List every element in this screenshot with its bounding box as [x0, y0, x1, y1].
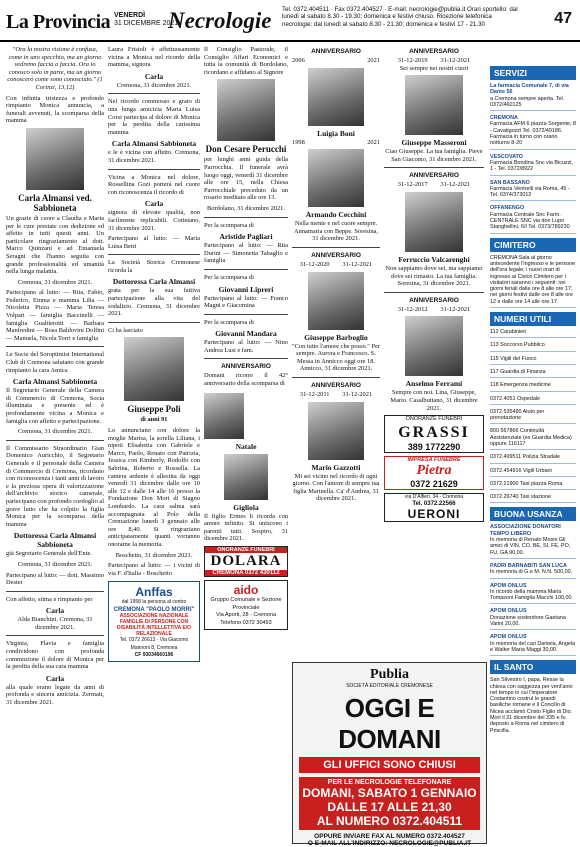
portrait-photo	[217, 79, 275, 141]
block-title: SAN BASSANO	[490, 179, 530, 186]
portrait-photo	[26, 128, 84, 190]
condolence-list: Partecipano al lutto: — Rita Durini — Simonetta Tabaglio e famiglia	[204, 242, 288, 265]
divider	[108, 93, 200, 94]
divider	[292, 377, 380, 378]
deceased-name: Carla Almansi Sabbioneta	[12, 377, 98, 387]
block-title: ASSOCIAZIONE DONATORI TEMPO LIBERO	[490, 524, 561, 537]
place-date: Cremona, 31 dicembre 2021.	[17, 560, 93, 568]
ad-email: O E-MAIL ALL'INDIRIZZO: NECROLOGIE@PUBLIA.IT	[307, 840, 472, 847]
column-2	[108, 46, 200, 662]
ad-line: Gruppo Comunale e Sezione Provinciale	[210, 597, 282, 611]
sidebar-title: BUONA USANZA	[490, 507, 576, 521]
deceased-name: Giuseppe Masseroni	[401, 138, 467, 148]
services-sidebar	[490, 66, 576, 734]
notice-text: grata per la sua fattiva partecipazione alla vita del sodalizio. Cremona, 31 dicembre 2021.	[108, 287, 200, 318]
anniversary-dates: 31-12-2012 31-12-2021	[397, 305, 471, 313]
notice-text: Per la scomparsa di	[204, 318, 254, 326]
useful-number: 0372.26740 Taxi stazione	[490, 494, 576, 503]
notice-text: Ciao Giuseppe. La tua famiglia. Pieve San Giacomo, 31 dicembre 2021.	[385, 148, 483, 163]
useful-number: 113 Soccorso Pubblico	[490, 342, 576, 351]
contact-info: Tel. 0372.404511 · Fax 0372.404527 · E-mail: necrologie@publia.it Orari sportello: dal lunedì al sabato 8.30 - 19.30; domenica e festivi chiuso. Ricezione telefonica necrologie: dal lunedì al sabato 8.30 - 21.30; domenica e festivi 17 - 21.30	[282, 6, 518, 28]
notice-text: Non sappiamo dove sei, ma sappiamo dove sei rimasto. La tua famiglia. Soresina, 31 dicembre 2021.	[385, 264, 483, 288]
place-date: Alda Bianchini. Cremona, 31 dicembre 2021.	[17, 616, 93, 631]
block-text: In memoria di Renato Mosni Gli amici di VIN, CO, BE, SI, FE, PO, FU, GA 90,00.	[490, 537, 571, 556]
office-closed-advertisement[interactable]	[292, 662, 487, 847]
ad-description: ASSOCIAZIONE NAZIONALE FAMIGLIE DI PERSONE CON DISABILITÀ INTELLETTIVA E/O RELAZIONALE	[116, 612, 192, 637]
notice-text: Nella mente e nel cuore sempre. Annamaria con Beppe. Soresina, 31 dicembre 2021.	[294, 220, 378, 243]
anniversary-heading: ANNIVERSARIO	[409, 48, 459, 55]
portrait-photo	[308, 272, 364, 330]
deceased-name: Aristide Pagliari	[219, 232, 273, 242]
portrait-photo	[405, 75, 463, 135]
notice-text: Sempre con noi. Lina, Giuseppe, Mario. Casalbuttano, 31 dicembre 2021.	[390, 389, 478, 412]
notice-text: Vicina a Monica nel dolore, Rossellina Gozi porterà nel cuore con riconoscenza il ricordo di	[108, 173, 200, 196]
sidebar-title: IL SANTO	[490, 660, 576, 674]
anniversary-years	[292, 57, 380, 65]
ad-heading: ONORANZE FUNEBRI	[205, 547, 287, 553]
sidebar-title: CIMITERO	[490, 238, 576, 252]
portrait-photo	[308, 402, 364, 460]
ad-tagline: dal 1958 la persona al centro	[121, 599, 187, 606]
ad-brand: DOLARA	[210, 553, 282, 570]
ad-brand: GRASSI	[398, 423, 470, 441]
deceased-name: Carla	[45, 673, 65, 683]
useful-number: 0372.499511 Polizia Stradale	[490, 454, 576, 463]
block-title: La farmacia Comunale 7, di via Dante 56	[490, 83, 569, 96]
notice-text: Mi sei vicino nel ricordo di ogni giorno. Con l'amore di sempre tua figlia Marinella. Ca' d'Andrea, 31 dicembre 2021.	[292, 472, 380, 503]
place-date: Cremona, 31 dicembre 2021.	[116, 81, 192, 89]
deceased-name: Carla	[144, 199, 164, 209]
sidebar-title: NUMERI UTILI	[490, 312, 576, 326]
ad-address: Via Aporti, 28 - Cremona	[215, 612, 277, 619]
year-end: 2021	[367, 57, 380, 64]
anniversary-heading: ANNIVERSARIO	[409, 296, 459, 304]
divider	[204, 314, 288, 315]
anniversary-years	[292, 139, 380, 147]
block-title: APOM ONLUS	[490, 582, 527, 589]
grassi-advertisement[interactable]	[384, 415, 484, 453]
divider	[6, 635, 104, 636]
sidebar-block	[490, 154, 576, 176]
section-title: Necrologie	[168, 8, 272, 33]
ad-phone-box	[299, 777, 480, 830]
divider	[108, 254, 200, 255]
useful-number: 117 Guardia di Finanza	[490, 369, 576, 378]
deceased-name: Giovanni Mandara	[215, 329, 277, 339]
deceased-name: Carla	[144, 71, 164, 81]
photo-pair	[204, 391, 288, 441]
notice-text: Il Segretario Generale della Camera di Commercio di Cremona, Socia illuminata e presente ed è profondamente vicina a Monica e famiglia con affetto e partecipazione.	[6, 387, 104, 425]
sidebar-block	[490, 180, 576, 202]
sidebar-block	[490, 524, 576, 558]
anniversary-dates: 31-12-2017 31-12-2021	[397, 181, 471, 189]
notice-text: Domani ricorre il 42° anniversario della scomparsa di	[204, 372, 288, 388]
deceased-name: Don Cesare Perucchi	[205, 144, 287, 155]
deceased-name: Carla	[45, 606, 65, 616]
ad-line: DOMANI, SABATO 1 GENNAIO	[302, 786, 477, 800]
condolence-list: Partecipano al lutto: — Franco Magni e Giacomina	[204, 294, 288, 310]
ad-address: via D'Alfieri, 34 - Cremona	[404, 493, 464, 500]
useful-number: 0372.4051 Ospedale	[490, 396, 576, 405]
deceased-name: Dottoressa Carla Almansi Sabbioneta	[13, 531, 97, 550]
block-title: APOM ONLUS	[490, 634, 527, 641]
portrait-photo	[124, 337, 184, 401]
ad-phone-number: AL NUMERO 0372.404511	[316, 814, 463, 828]
deceased-name: Gigliola	[233, 502, 259, 512]
year-start: 1998	[292, 138, 305, 146]
ad-headline: OGGI E DOMANI	[338, 693, 441, 754]
notice-text: Ci ha lasciato	[108, 326, 143, 334]
dolara-advertisement[interactable]	[204, 546, 288, 577]
deceased-name: Dottoressa Carla Almansi	[112, 277, 196, 287]
deceased-name: Carla Almansi ved. Sabbioneta	[18, 192, 92, 213]
notice-text: alla quale erano legate da anni di profonda e sincera amicizia. Zermatt, 31 dicembre 2021.	[6, 683, 104, 707]
ad-phone: 0372 21629	[410, 478, 458, 489]
useful-number: 118 Emergenza medicine	[490, 382, 576, 391]
notice-text: Sei sempre nei nostri cuori	[399, 64, 469, 72]
block-text: In ricordo della mamma Maria Tomasoni Famiglia Macchi 100,00.	[490, 588, 573, 602]
notice-text: Il Consiglio Pastorale, il Consiglio Affari Economici e tutta la comunità di Bordolano, ricordano e affidano al Signore	[204, 46, 288, 76]
ad-heading: ONORANZE FUNEBRI	[405, 416, 463, 423]
year-start: 2006	[292, 57, 305, 64]
divider	[204, 217, 288, 218]
portrait-photo	[308, 68, 364, 126]
sidebar-block	[490, 608, 576, 630]
ueroni-advertisement[interactable]	[384, 493, 484, 523]
ad-brand: Publia	[370, 667, 409, 682]
notice-text: Un grazie di cuore a Claudia e Maria per le cure prestate con dedizione ed affetto in tutti questi anni. Un particolare ringraziamento al dott. Marco Quinzani e ad Emanuela Seragni che l'hanno seguita con grande professionalità ed umanità nella lunga malattia.	[6, 214, 104, 276]
block-title: VESCOVATO	[490, 153, 523, 160]
ad-phone: CREMONA 0372 430112	[205, 570, 287, 576]
sidebar-block: CREMONA Sala al giorno antecedente l'ingresso e le persone dell'ora legale; i nuovi orari di ingresso ai Civico Cimitero per i visitatori saranno i seguenti: nei giorni feriali dalle ore 8 alle ore 17; nei giorni festivi dalle ore 8 alle ore 12 e dalle ore 14 alle ore 17.	[490, 255, 576, 308]
divider	[108, 169, 200, 170]
place-date: Boschetto, 31 dicembre 2021.	[115, 551, 193, 559]
sidebar-block	[490, 634, 576, 656]
ad-phone: 389 1772290	[407, 441, 461, 452]
notice-text: e le è vicina con affetto. Cremona, 31 dicembre 2021.	[108, 149, 200, 164]
deceased-name: Mario Gazzotti	[311, 462, 361, 472]
portrait-photo	[308, 149, 364, 207]
divider	[6, 346, 104, 347]
ad-brand: aido	[233, 583, 259, 598]
block-text: Donazione sostenitore Gaetana Varini 20,00.	[490, 614, 566, 628]
ad-branch: CREMONA "PAOLO MORRI"	[113, 606, 195, 613]
anniversary-dates: 31-12-2020 31-12-2021	[299, 260, 373, 268]
sidebar-block	[490, 115, 576, 149]
year-end: 2021	[367, 138, 380, 146]
column-1	[6, 46, 104, 710]
divider	[6, 591, 104, 592]
portrait-photo	[405, 316, 463, 376]
portrait-photo	[204, 393, 244, 439]
useful-number: 800 567866 Continuità Assistenziale (ex Guardia Medica) oppure 116117	[490, 428, 576, 450]
deceased-name: Ferruccio Valcarenghi	[398, 254, 470, 264]
ad-brand: UERONI	[407, 507, 461, 522]
deceased-name: Giovanni Lipreri	[218, 284, 274, 294]
ad-line: DALLE 17 ALLE 21,30	[327, 800, 452, 814]
sidebar-block	[490, 583, 576, 605]
anniversary-dates: 31-12-2011 31-12-2021	[299, 390, 373, 398]
useful-number: 115 Vigili del Fuoco	[490, 356, 576, 365]
divider	[292, 247, 380, 248]
portrait-photo	[405, 192, 463, 252]
sidebar-block	[490, 205, 576, 233]
anffas-advertisement[interactable]	[108, 581, 200, 662]
notice-text: per lunghi anni guida della Parrocchia. Il funerale avrà luogo oggi, venerdì 31 dicembre alle ore 15, nella Chiesa Parrocchiale preceduto da un rosario meditato alle ore 13.	[204, 156, 288, 202]
anniversary-heading: ANNIVERSARIO	[311, 48, 361, 55]
divider	[384, 292, 484, 293]
divider	[6, 440, 104, 441]
ad-closed-notice: GLI UFFICI SONO CHIUSI	[299, 757, 480, 773]
divider	[384, 167, 484, 168]
useful-number: 0372.454916 Vigili Urbani	[490, 468, 576, 477]
anniversary-heading: ANNIVERSARIO	[311, 251, 361, 259]
useful-number: 0372.21900 Taxi piazza Roma	[490, 481, 576, 490]
place-date: Cremona, 31 dicembre 2021.	[17, 428, 93, 436]
ad-brand: Pietra	[416, 462, 452, 478]
ad-phone: Telefono 0372 30493	[220, 619, 272, 626]
notice-text: Le Socie del Soroptimist International Club di Cremona salutano con grande rimpianto la cara Amica	[6, 351, 104, 374]
useful-number: 0372.535490 Aiuto per prenotazione	[490, 409, 576, 425]
anniversary-heading: ANNIVERSARIO	[311, 381, 361, 389]
anniversary-dates: 31-12-2019 31-12-2021	[397, 57, 471, 64]
notice-text: Con affetto, stima e rimpianto per	[6, 595, 93, 603]
condolence-list: Partecipano al lutto: — Nino Andrea Lusi e fam.	[204, 339, 288, 354]
saint-of-day: San Silvestro I, papa. Resse la chiesa con saggezza per vent'anni nel tempo in cui l'imperatore Costantino costruì le grandi basiliche romane e il Concilio di Nicea acclamò Cristo Figlio di Dio. Morì il 31 dicembre del 335 e fu deposto a Roma nel cimitero di Priscilla.	[490, 677, 573, 734]
sidebar-title: SERVIZI	[490, 66, 576, 80]
divider	[108, 322, 200, 323]
column-3	[204, 46, 288, 630]
page-number: 47	[554, 10, 572, 27]
block-text: Farmacia AFM 6 piazza Sorgente, 8 - Cavatigozzi Tel. 0372/49186. Farmacia in turno con orario notturno 8-20	[490, 121, 576, 147]
pietra-advertisement[interactable]	[384, 456, 484, 490]
ad-fiscal-code: CF 93034660196	[134, 652, 174, 659]
ad-subtitle: SOCIETÀ EDITORIALE CREMONESE	[346, 683, 433, 689]
block-title: CREMONA	[490, 115, 518, 122]
divider	[204, 358, 288, 359]
issue-day: VENERDÌ	[114, 12, 146, 19]
deceased-name: Anselmo Ferrami	[405, 379, 463, 389]
condolence-list: Partecipano al lutto: — Rita, Fabio, Federico, Emma e mamma Lilia — Nicoletta Pizza — Maria Teresa Volpari — famiglia Baccinelli — famiglia Gualtierotti — Barbara Manfredini — Rosa Baldovini Dolfini — Manuela, Nicola Torri e famiglia	[6, 289, 104, 342]
notice-text: La Società Storica Cremonese ricorda la	[108, 259, 200, 274]
column-4	[292, 46, 380, 506]
notice-text: Virginia, Flavia e famiglia condividono con profonda commozione il dolore di Monica per la perdita della sua cara mamma	[6, 640, 104, 671]
ad-fax: OPPURE INVIARE FAX AL NUMERO 0372.404527	[314, 833, 465, 840]
notice-text: Per la scomparsa di	[204, 273, 254, 281]
useful-numbers-list	[490, 329, 576, 503]
deceased-name: Luigia Boni	[317, 128, 355, 138]
condolence-list: Partecipano al lutto: — Maria Luisa Betri	[108, 235, 200, 250]
anniversary-heading: ANNIVERSARIO	[409, 172, 459, 180]
notice-text: Lo annunciano con dolore la moglie Marisa, la sorella Liliana, i nipoti Elisabetta con Gabriele e Marco, Paolo, Renato con Patrizia, Jessica con Kimberly, Rodolfo con Sabrina, Roberto e Rossella. La camera ardente è allestita da oggi venerdì 31 dicembre dalle ore 10 alle 12 e dalle 14 alle 16 presso la Fondazione Don Mori di Stagno Lombardo. La cara salma sarà accompagnata al Polo della Cremazione lunedì 3 gennaio alle ore 8,40. Si ringraziano anticipatamente quanti vorranno onorarne la memoria.	[108, 427, 200, 548]
column-5	[384, 46, 484, 522]
masthead	[0, 0, 580, 42]
notice-text: Il Commissario Straordinario Gian Domenico Auricchio, il Segretario Generale e il personale della Camera di Commercio di Cremona, ricordano con riconoscenza i tanti anni di lavoro e la preziosa opera di valorizzazione dell'archivio storico camerale, partecipano con profondo cordoglio al grave lutto che ha colpito la figlia Monica per la scomparsa della mamma	[6, 444, 104, 528]
block-title: APOM ONLUS	[490, 608, 527, 615]
divider	[204, 269, 288, 270]
deceased-age: di anni 91	[140, 416, 168, 424]
notice-text: Per la scomparsa di	[204, 221, 254, 229]
useful-number: 112 Carabinieri	[490, 329, 576, 338]
condolence-list: Partecipano al lutto: — dott. Massimo Dester	[6, 571, 104, 587]
bible-quote: "Ora la nostra visione è confusa, come in uno specchio, ma un giorno vedremo faccia a faccia. Ora io conosco solo in parte, ma un giorno conoscerò come sono conosciuto." (1 Corinzi, 13,12)	[7, 46, 103, 91]
sidebar-block	[490, 563, 576, 579]
anniversary-heading: ANNIVERSARIO	[221, 363, 271, 371]
ad-heading: IMPRESA FUNEBRE	[407, 456, 461, 463]
block-text: In memoria del cari Daniela, Angela e Walter Maria Maggi 30,00.	[490, 640, 576, 653]
place-date: Bordolano, 31 dicembre 2021.	[207, 204, 285, 212]
block-text: Farmacia Bondina Snc via Bicuzzi, 1 - Tel. 0372/8922	[490, 159, 573, 173]
block-text: Farmacia Centrale Snc Farm. CENTRALE SNC via don Lupo Stanghellini, 6/I Tel. 0373/789230	[490, 211, 570, 231]
condolence-list: Partecipano al lutto: — i vicini di via F. d'Italia - Boschetto	[108, 562, 200, 577]
block-text: a Cremona sempre aperta. Tel. 0372/460125	[490, 95, 565, 108]
notice-text: Il figlio Ermes li ricorda con amore infinito. Si uniscono i parenti tutti. Sospiro, 31 dicembre 2021.	[204, 512, 288, 543]
photo-spacer	[248, 391, 288, 441]
ad-phone: Tel. 0372.22566	[412, 501, 456, 508]
issue-date-text: 31 DICEMBRE 2021	[114, 20, 179, 27]
notice-text: Laura Fristoli è affettuosamente vicina a Monica nel ricordo della mamma, signora	[108, 46, 200, 69]
deceased-name: Carla Almansi Sabbioneta	[111, 139, 197, 149]
ad-brand: Anffas	[135, 585, 173, 600]
notice-text: signora di elevate qualità, non facilmente replicabili. Cortetano, 31 dicembre 2021.	[108, 209, 200, 232]
block-text: In memoria di G.e M. N.N. 500,00.	[490, 569, 573, 576]
notice-text: Nel ricordo commosso e grato di una lunga amicizia Maria Luisa Corsi partecipa al dolore di Monica per la perdita della carissima mamma	[108, 98, 200, 136]
deceased-name: Armando Cecchini	[305, 210, 367, 220]
deceased-name: Giuseppe Barboglio	[304, 332, 368, 342]
sidebar-block	[490, 83, 576, 111]
portrait-photo	[224, 454, 268, 500]
ad-contact: Tel. 0372 26613 · Via Giacomo Marinoni 8, Cremona	[119, 636, 189, 651]
deceased-name: Giuseppe Poli	[127, 404, 181, 415]
deceased-name: Natale	[235, 441, 257, 451]
notice-text: "Con tutto l'amore che posso." Per sempre. Aurora e Francesco. S. Messa in Annicco oggi ore 18. Annicco, 31 dicembre 2021.	[292, 342, 381, 373]
newspaper-brand: La Provincia	[6, 11, 111, 33]
notice-text: Con infinita tristezza e profondo rimpianto Monica annuncia, a funerali avvenuti, la scomparsa della mamma	[6, 94, 104, 125]
place-date: Cremona, 31 dicembre 2021.	[17, 278, 93, 286]
block-title: PADRI BARNABITI SAN LUCA	[490, 562, 567, 569]
notice-text: già Segretario Generale dell'Ente.	[6, 550, 92, 558]
aido-advertisement[interactable]	[204, 580, 288, 630]
block-text: Farmacia Ventrelli via Roma, 45 - Tel. 0374/373012	[490, 185, 570, 199]
ad-line: PER LE NECROLOGIE TELEFONARE	[327, 779, 452, 786]
block-title: OFFANENGO	[490, 205, 525, 212]
